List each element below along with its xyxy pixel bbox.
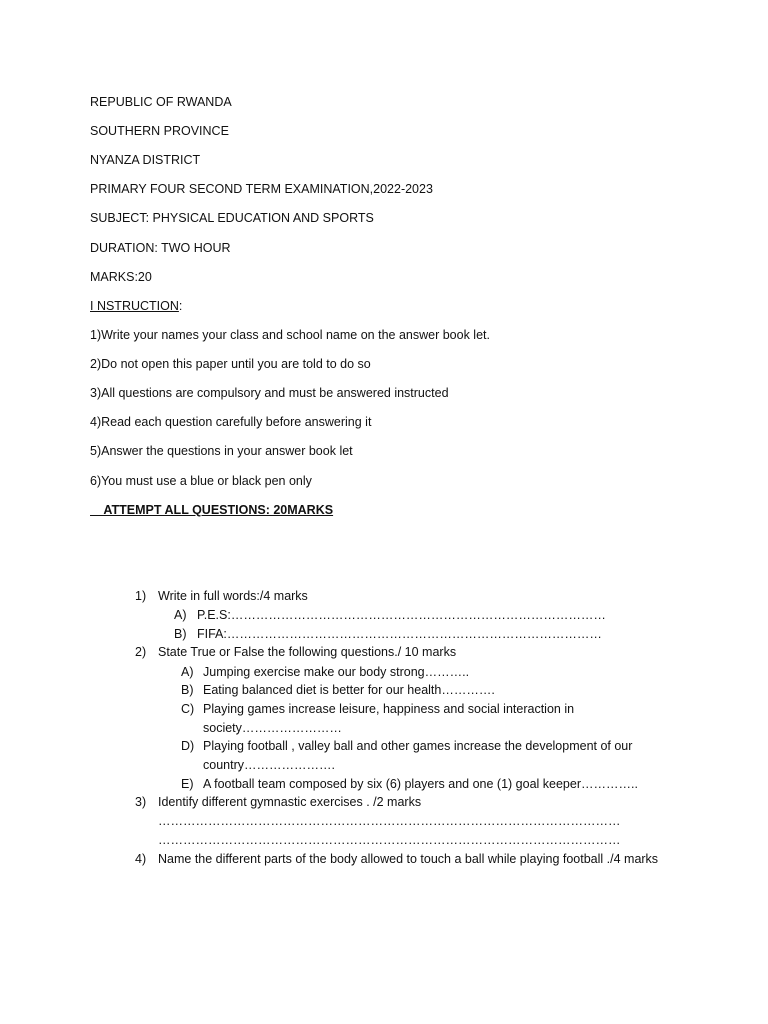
header-marks: MARKS:20 [90,270,152,284]
q2-text: State True or False the following questions./ 10 marks [158,645,457,659]
instruction-item: 3)All questions are compulsory and must be answered instructed [90,386,449,400]
q3-number: 3) [135,795,147,809]
q4-text: Name the different parts of the body allowed to touch a ball while playing football ./4 marks [158,852,659,866]
q2-sub-text: A football team composed by six (6) players and one (1) goal keeper………….. [203,777,638,791]
q2-sub-letter: B) [181,683,194,697]
header-district: NYANZA DISTRICT [90,153,201,167]
q1-number: 1) [135,589,147,603]
header-duration: DURATION: TWO HOUR [90,241,231,255]
q1-sub-text: P.E.S:……………………………………………………………………………… [197,608,606,622]
q2-sub-letter: E) [181,777,194,791]
instruction-item: 6)You must use a blue or black pen only [90,474,312,488]
header-exam: PRIMARY FOUR SECOND TERM EXAMINATION,2022-2023 [90,182,433,196]
q2-sub-continuation: country…………………. [203,758,335,772]
instruction-item: 4)Read each question carefully before answering it [90,415,372,429]
q3-text: Identify different gymnastic exercises . /2 marks [158,795,422,809]
q2-sub-text: Playing football , valley ball and other games increase the development of our [203,739,633,753]
q1-sub-text: FIFA:……………………………………………………………………………… [197,627,602,641]
header-province: SOUTHERN PROVINCE [90,124,229,138]
q3-answer-line: ………………………………………………………………………………………………… [158,833,621,847]
header-country: REPUBLIC OF RWANDA [90,95,232,109]
q2-sub-text: Eating balanced diet is better for our health…………. [203,683,495,697]
instruction-item: 1)Write your names your class and school name on the answer book let. [90,328,490,342]
instruction-heading [90,299,182,313]
q2-sub-letter: D) [181,739,195,753]
q2-sub-text: Playing games increase leisure, happiness and social interaction in [203,702,575,716]
q4-number: 4) [135,852,147,866]
q2-number: 2) [135,645,147,659]
instruction-heading-colon: : [178,299,183,313]
q1-sub-letter: B) [174,627,187,641]
q3-answer-line: ………………………………………………………………………………………………… [158,814,621,828]
instruction-item: 2)Do not open this paper until you are told to do so [90,357,371,371]
instruction-heading-text: I NSTRUCTION [90,299,179,313]
q2-sub-continuation: society…………………… [203,721,342,735]
header-subject: SUBJECT: PHYSICAL EDUCATION AND SPORTS [90,211,374,225]
q1-text: Write in full words:/4 marks [158,589,308,603]
attempt-heading: ATTEMPT ALL QUESTIONS: 20MARKS [90,503,334,517]
q2-sub-letter: C) [181,702,195,716]
q2-sub-text: Jumping exercise make our body strong……….. [203,665,470,679]
instruction-item: 5)Answer the questions in your answer book let [90,444,353,458]
q2-sub-letter: A) [181,665,194,679]
q1-sub-letter: A) [174,608,187,622]
